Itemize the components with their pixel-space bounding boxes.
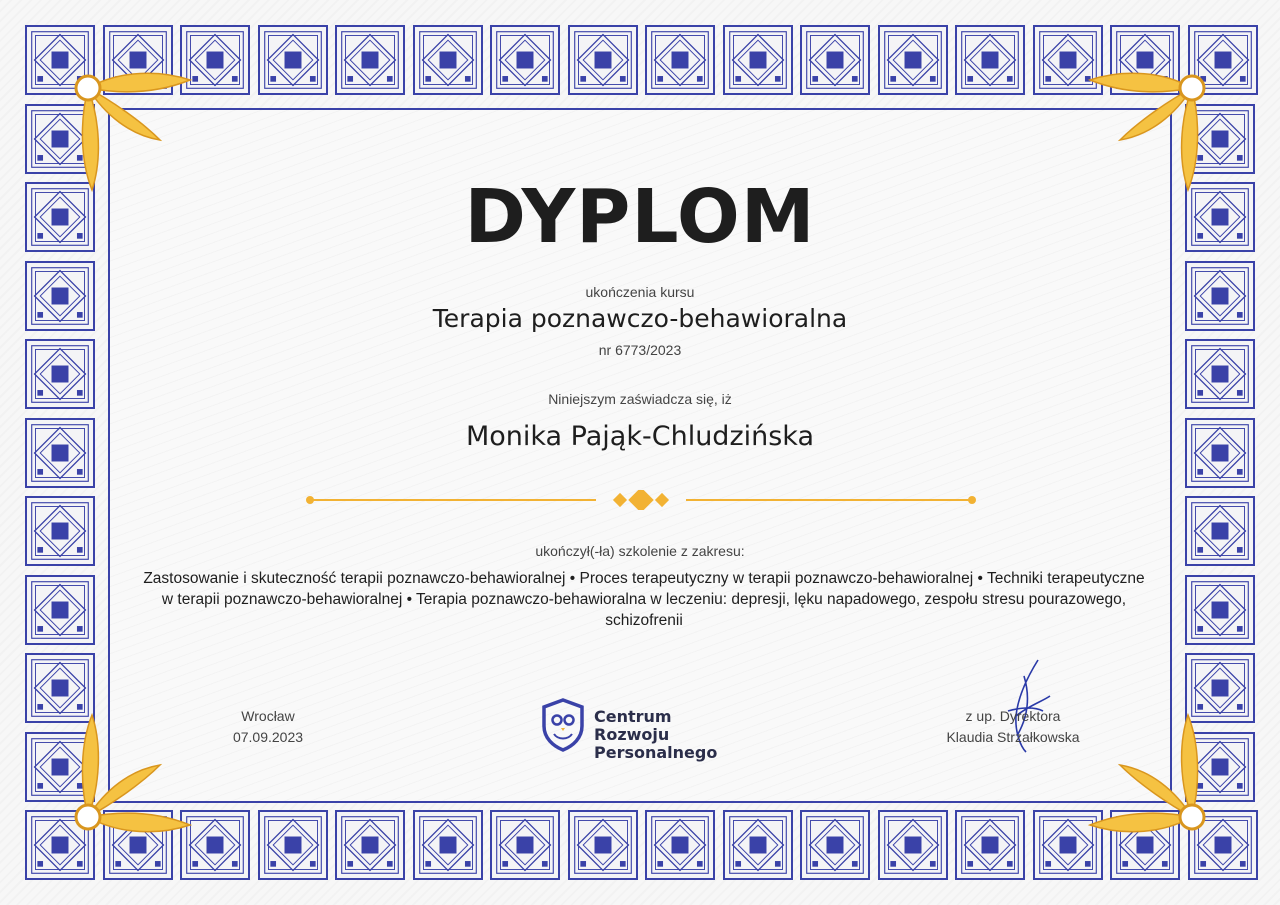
border-tile — [490, 25, 560, 95]
border-tile — [878, 810, 948, 880]
gold-flower-corner-icon — [1080, 50, 1230, 200]
border-tile — [413, 25, 483, 95]
company-logo — [540, 698, 750, 762]
course-intro: ukończenia kursu — [585, 284, 695, 300]
signer-name: Klaudia Strzałkowska — [946, 729, 1080, 745]
training-topics: Zastosowanie i skuteczność terapii poznawczo-behawioralnej • Proces terapeutyczny w terapii poznawczo-behawioralnej • Techniki terapeutyczne w terapii poznawczo-behawioralnej • Terapia poznawczo-behawioralna w leczeniu: depresji, lęku napadowego, zespołu stresu pourazowego, schizofrenii — [143, 570, 1145, 629]
signer-role: z up. Dyrektora — [965, 708, 1061, 724]
border-tile — [645, 25, 715, 95]
border-tile — [723, 810, 793, 880]
border-tile — [335, 810, 405, 880]
gold-flower-corner-icon — [1080, 705, 1230, 855]
border-tile — [1185, 496, 1255, 566]
border-tile — [25, 418, 95, 488]
border-tile — [955, 810, 1025, 880]
gold-flower-corner-icon — [50, 50, 200, 200]
issue-date: 07.09.2023 — [232, 729, 304, 745]
diploma-title: DYPLOM — [464, 174, 816, 260]
border-tile — [568, 810, 638, 880]
city: Wrocław — [241, 708, 295, 724]
diploma-content — [108, 108, 1172, 803]
border-tile — [258, 810, 328, 880]
border-tile — [413, 810, 483, 880]
border-tile — [335, 25, 405, 95]
ornament-divider — [306, 490, 976, 510]
border-tile — [878, 25, 948, 95]
border-tile — [955, 25, 1025, 95]
scope-intro: ukończył(-ła) szkolenie z zakresu: — [535, 543, 745, 559]
border-tile — [25, 496, 95, 566]
border-tile — [1185, 418, 1255, 488]
certify-text: Niniejszym zaświadcza się, iż — [548, 391, 732, 407]
border-tile — [25, 339, 95, 409]
border-tile — [800, 25, 870, 95]
logo-line-2: Personalnego — [594, 743, 718, 762]
border-tile — [25, 575, 95, 645]
diploma-number: nr 6773/2023 — [598, 342, 682, 358]
border-tile — [1185, 339, 1255, 409]
place-date-block — [200, 706, 336, 748]
border-tile — [490, 810, 560, 880]
border-tile — [25, 261, 95, 331]
border-tile — [568, 25, 638, 95]
course-name: Terapia poznawczo-behawioralna — [432, 304, 848, 333]
logo-line-1: Centrum Rozwoju — [594, 707, 672, 744]
border-tile — [723, 25, 793, 95]
recipient-name: Monika Pająk-Chludzińska — [465, 421, 815, 452]
owl-shield-icon — [540, 698, 586, 752]
gold-flower-corner-icon — [50, 705, 200, 855]
border-tile — [1185, 261, 1255, 331]
border-tile — [258, 25, 328, 95]
border-tile — [800, 810, 870, 880]
signature-block — [928, 706, 1098, 748]
border-tile — [645, 810, 715, 880]
logo-text — [594, 708, 750, 762]
border-tile — [1185, 575, 1255, 645]
